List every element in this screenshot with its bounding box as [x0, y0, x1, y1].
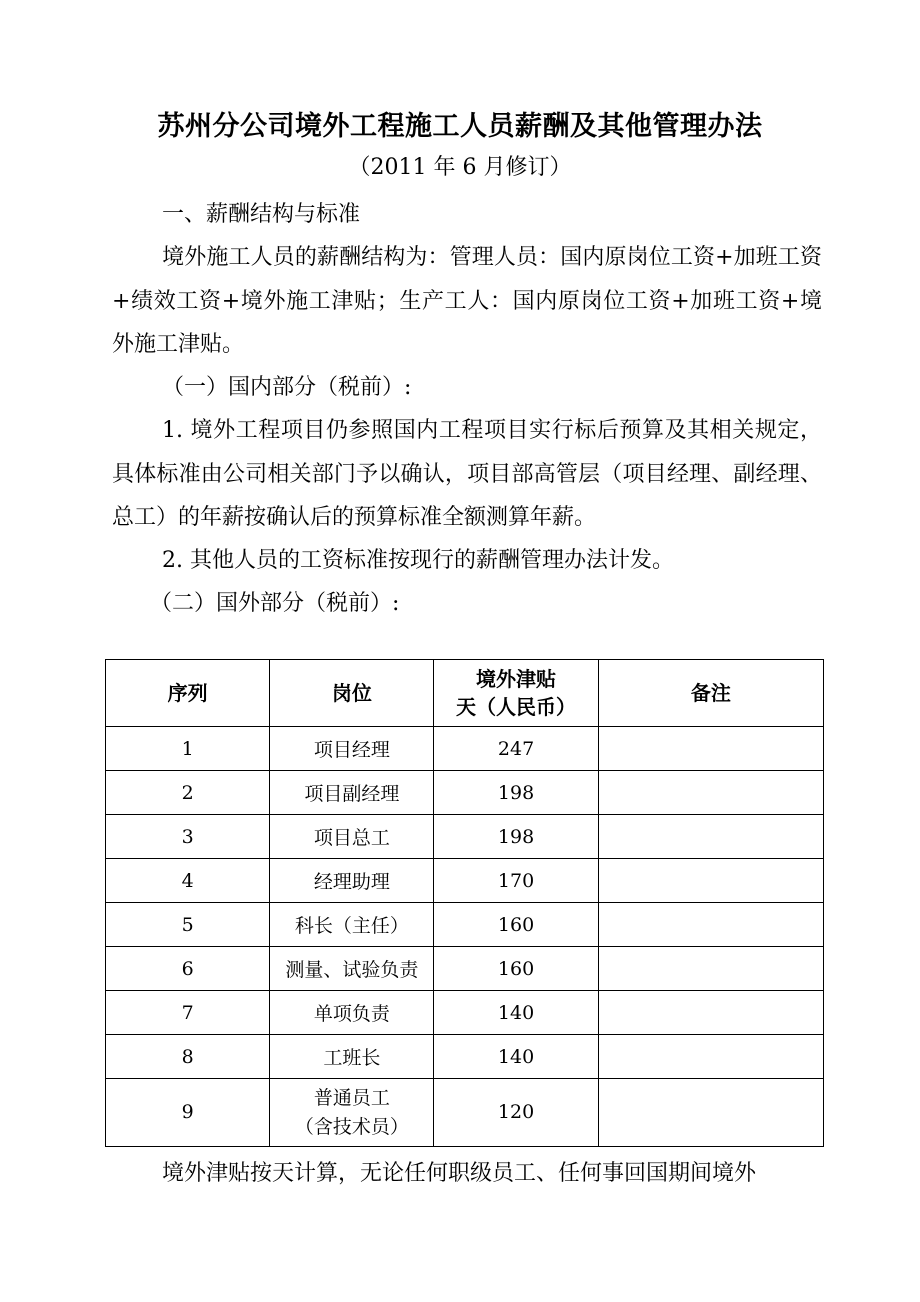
- cell-allowance: 140: [434, 1035, 598, 1079]
- cell-seq: 3: [106, 815, 270, 859]
- cell-remark: [598, 815, 823, 859]
- domestic-item1-text: 1. 境外工程项目仍参照国内工程项目实行标后预算及其相关规定，具体标准由公司相关部门予以确认，项目部高管层（项目经理、副经理、总工）的年薪按确认后的预算标准全额测算年薪。: [112, 418, 822, 530]
- header-position: 岗位: [270, 660, 434, 727]
- cell-position-line1: 普通员工: [313, 1086, 390, 1109]
- cell-seq: 6: [106, 947, 270, 991]
- cell-remark: [598, 1035, 823, 1079]
- cell-remark: [598, 771, 823, 815]
- cell-seq: 4: [106, 859, 270, 903]
- cell-seq: 7: [106, 991, 270, 1035]
- table-row: [106, 991, 824, 1035]
- foreign-heading-block: [150, 582, 822, 626]
- cell-position: 项目经理: [270, 727, 434, 771]
- cell-seq: 1: [106, 727, 270, 771]
- allowance-table: [105, 659, 824, 1147]
- cell-remark: [598, 1079, 823, 1147]
- header-allowance-line1: 境外津贴: [476, 667, 557, 691]
- footer-text: 境外津贴按天计算，无论任何职级员工、任何事回国期间境外: [162, 1161, 757, 1186]
- cell-remark: [598, 947, 823, 991]
- cell-remark: [598, 903, 823, 947]
- cell-allowance: 170: [434, 859, 598, 903]
- document-subtitle: （2011 年 6 月修订）: [348, 155, 572, 180]
- cell-remark: [598, 727, 823, 771]
- cell-position: 经理助理: [270, 859, 434, 903]
- cell-position: 科长（主任）: [270, 903, 434, 947]
- foreign-heading: （二）国外部分（税前）:: [150, 591, 400, 616]
- cell-position: [270, 1079, 434, 1147]
- domestic-item2-text: 2. 其他人员的工资标准按现行的薪酬管理办法计发。: [162, 548, 674, 573]
- cell-seq: 8: [106, 1035, 270, 1079]
- cell-remark: [598, 859, 823, 903]
- salary-structure-text: 境外施工人员的薪酬结构为：管理人员：国内原岗位工资+加班工资+绩效工资+境外施工津贴；生产工人：国内原岗位工资+加班工资+境外施工津贴。: [112, 245, 822, 357]
- table-row: [106, 815, 824, 859]
- domestic-heading: （一）国内部分（税前）:: [162, 375, 412, 400]
- section1-heading: 一、薪酬结构与标准: [162, 202, 361, 227]
- table-row: [106, 859, 824, 903]
- table-row: [106, 727, 824, 771]
- cell-allowance: 140: [434, 991, 598, 1035]
- table-row: [106, 771, 824, 815]
- cell-position: 单项负责: [270, 991, 434, 1035]
- cell-allowance: 120: [434, 1079, 598, 1147]
- cell-seq: 2: [106, 771, 270, 815]
- header-seq: 序列: [106, 660, 270, 727]
- cell-allowance: 247: [434, 727, 598, 771]
- cell-allowance: 160: [434, 903, 598, 947]
- header-remark: 备注: [598, 660, 823, 727]
- cell-seq: 9: [106, 1079, 270, 1147]
- domestic-item1-paragraph: [112, 409, 822, 540]
- domestic-heading-block: [112, 366, 822, 410]
- table-row: [106, 1079, 824, 1147]
- header-allowance: [434, 660, 598, 727]
- table-row: [106, 947, 824, 991]
- cell-seq: 5: [106, 903, 270, 947]
- table-row: [106, 1035, 824, 1079]
- cell-position-line2: （含技术员）: [294, 1115, 409, 1138]
- section1-heading-block: [112, 193, 822, 237]
- cell-allowance: 160: [434, 947, 598, 991]
- cell-position: 测量、试验负责: [270, 947, 434, 991]
- table-header-row: [106, 660, 824, 727]
- cell-position: 项目副经理: [270, 771, 434, 815]
- cell-position: 项目总工: [270, 815, 434, 859]
- document-title: 苏州分公司境外工程施工人员薪酬及其他管理办法: [157, 111, 763, 142]
- footer-paragraph: [112, 1152, 822, 1196]
- domestic-item2-paragraph: [112, 539, 822, 583]
- cell-allowance: 198: [434, 815, 598, 859]
- salary-structure-paragraph: [112, 236, 822, 367]
- cell-allowance: 198: [434, 771, 598, 815]
- table-row: [106, 903, 824, 947]
- cell-remark: [598, 991, 823, 1035]
- cell-position: 工班长: [270, 1035, 434, 1079]
- header-allowance-line2: 天（人民币）: [456, 695, 577, 719]
